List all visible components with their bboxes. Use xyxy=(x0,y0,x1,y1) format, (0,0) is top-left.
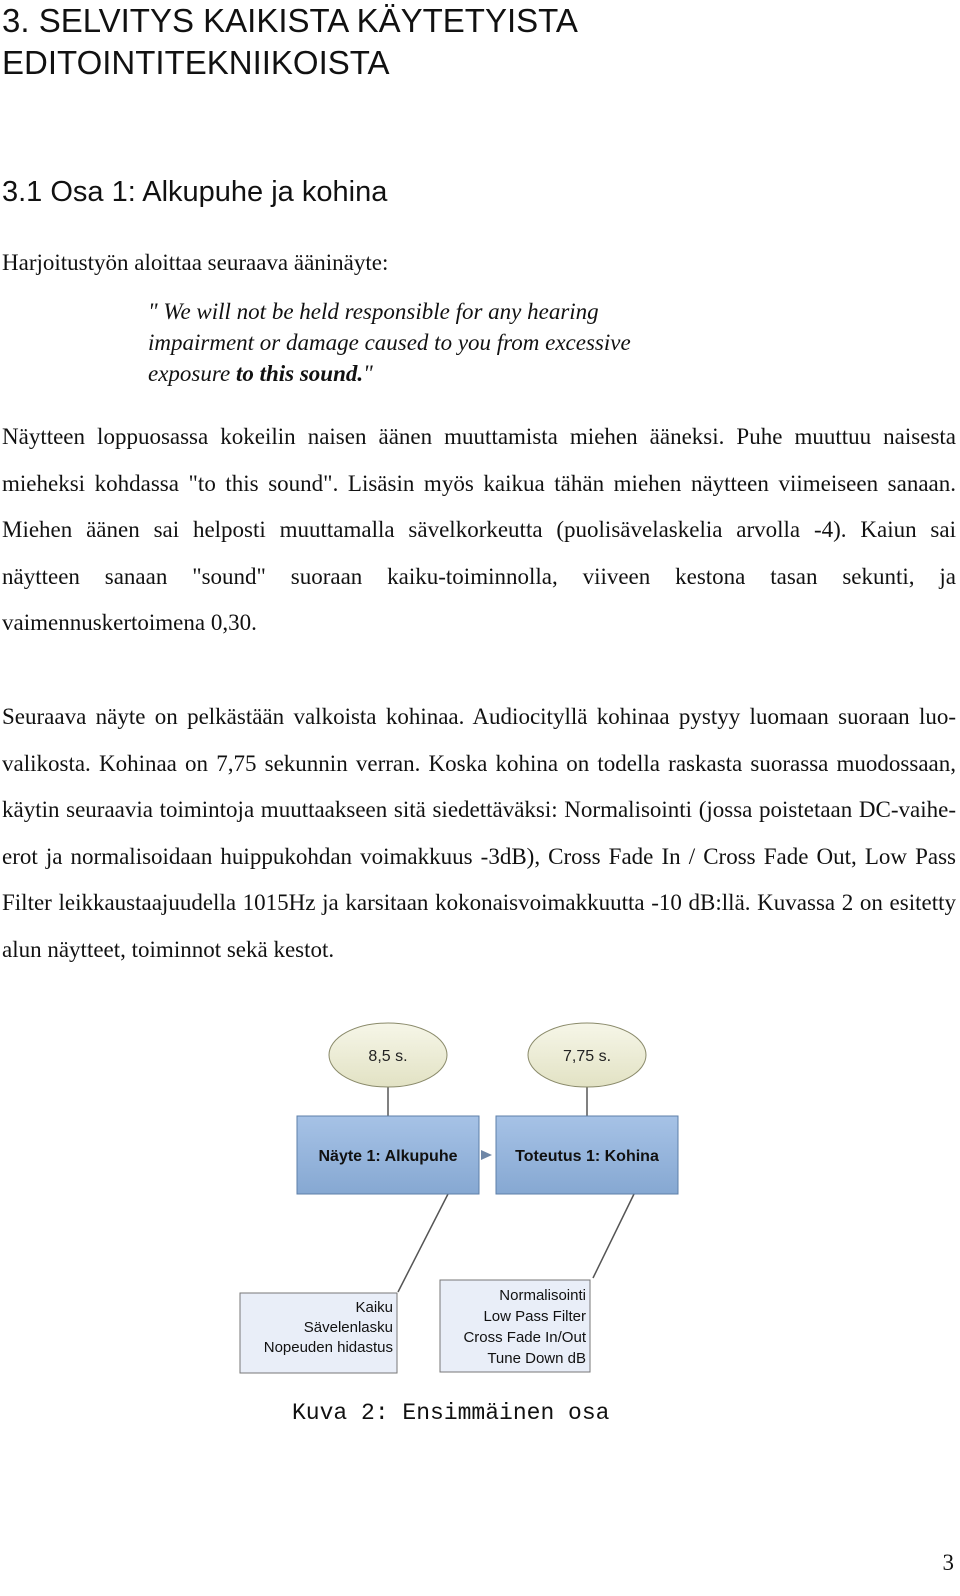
quote-line3-bold: to this sound. xyxy=(235,361,364,386)
section-heading: 3.1 Osa 1: Alkupuhe ja kohina xyxy=(2,176,388,208)
chapter-heading-line2: EDITOINTITEKNIIKOISTA xyxy=(2,44,390,81)
figure-caption: Kuva 2: Ensimmäinen osa xyxy=(292,1400,610,1426)
quote-line2: impairment or damage caused to you from excessive xyxy=(148,330,631,355)
notes-box-1-item: Nopeuden hidastus xyxy=(263,1339,393,1356)
process-diagram xyxy=(0,1010,960,1410)
notes-box-2-item: Normalisointi xyxy=(499,1287,586,1304)
paragraph-voice-change: Näytteen loppuosassa kokeilin naisen äänen muuttamista miehen ääneksi. Puhe muuttuu naisesta mieheksi kohdassa "to this sound". Lisäsin myös kaikua tähän miehen näytteen viimeiseen sanaan. Miehen äänen sai helposti muuttamalla sävelkorkeutta (puolisävelaskelia arvolla -4). Kaiun sai näytteen sanaan "sound" suoraan kaiku-toiminnolla, viiveen kestona tasan sekunti, ja vaimennuskertoimena 0,30. xyxy=(2,424,956,636)
connector-notes1 xyxy=(398,1194,448,1292)
notes-box-2-item: Tune Down dB xyxy=(487,1350,586,1367)
page-number: 3 xyxy=(942,1550,954,1575)
quote-line1: " We will not be held responsible for any hearing xyxy=(148,299,599,324)
arrow-icon xyxy=(481,1150,492,1160)
notes-box-1-item: Kaiku xyxy=(355,1299,393,1316)
duration-label-2: 7,75 s. xyxy=(562,1048,612,1065)
duration-label-1: 8,5 s. xyxy=(368,1048,408,1065)
chapter-heading-line1: 3. SELVITYS KAIKISTA KÄYTETYISTA xyxy=(2,2,578,39)
process-box-1-label: Näyte 1: Alkupuhe xyxy=(318,1148,458,1165)
quote-line3-suffix: " xyxy=(363,361,373,386)
chapter-heading xyxy=(2,0,902,84)
quote-block xyxy=(148,296,788,389)
process-box-2-label: Toteutus 1: Kohina xyxy=(515,1148,659,1165)
notes-box-2-item: Cross Fade In/Out xyxy=(463,1329,586,1346)
quote-line3-prefix: exposure xyxy=(148,361,236,386)
connector-notes2 xyxy=(593,1194,634,1278)
intro-text: Harjoitustyön aloittaa seuraava ääninäyte: xyxy=(2,250,389,275)
notes-box-2-item: Low Pass Filter xyxy=(483,1308,586,1325)
notes-box-1-item: Sävelenlasku xyxy=(303,1319,393,1336)
paragraph-noise: Seuraava näyte on pelkästään valkoista kohinaa. Audiocityllä kohinaa pystyy luomaan suoraan luo-valikosta. Kohinaa on 7,75 sekunnin verran. Koska kohina on todella raskasta suorassa muodossaan, käytin seuraavia toimintoja muuttaakseen sitä siedettäväksi: Normalisointi (jossa poistetaan DC-vaihe-erot ja normalisoidaan huippukohdan voimakkuus -3dB), Cross Fade In / Cross Fade Out, Low Pass Filter leikkaustaajuudella 1015Hz ja karsitaan kokonaisvoimakkuutta -10 dB:llä. Kuvassa 2 on esitetty alun näytteet, toiminnot sekä kestot. xyxy=(2,704,956,962)
